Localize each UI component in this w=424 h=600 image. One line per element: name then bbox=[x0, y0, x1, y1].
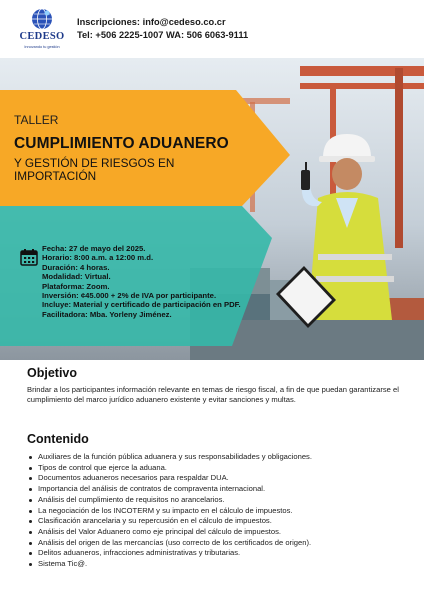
list-item: Sistema Tic@. bbox=[27, 559, 407, 570]
hero-banner bbox=[0, 58, 424, 360]
list-item: La negociación de los INCOTERM y su impacto en el cálculo de impuestos. bbox=[27, 506, 407, 517]
objective-text: Brindar a los participantes información relevante en temas de riesgo fiscal, a fin de que puedan garantizarse el cumplimiento del marco jurídico aduanero existente y evitar sanciones y multas. bbox=[27, 385, 399, 404]
content-list bbox=[27, 452, 407, 570]
header bbox=[0, 0, 424, 58]
detail-schedule: Horario: 8:00 a.m. a 12:00 m.d. bbox=[42, 253, 154, 263]
detail-modality: Modalidad: Virtual. bbox=[42, 272, 111, 282]
list-item: Análisis del Valor Aduanero como eje principal del cálculo de impuestos. bbox=[27, 527, 407, 538]
list-item: Importancia del análisis de contratos de compraventa internacional. bbox=[27, 484, 407, 495]
detail-list bbox=[42, 244, 342, 319]
detail-duration: Duración: 4 horas. bbox=[42, 262, 110, 272]
list-item: Delitos aduaneros, infracciones administrativas y tributarias. bbox=[27, 548, 407, 559]
detail-facilitator: Facilitadora: Mba. Yorleny Jiménez. bbox=[42, 309, 172, 319]
list-item: Clasificación arancelaria y su repercusión en el cálculo de impuestos. bbox=[27, 516, 407, 527]
event-kicker: TALLER bbox=[14, 113, 59, 127]
title-block bbox=[14, 113, 234, 183]
calendar-icon bbox=[20, 248, 38, 266]
detail-platform: Plataforma: Zoom. bbox=[42, 281, 110, 291]
page-subtitle bbox=[14, 157, 234, 183]
content-heading: Contenido bbox=[27, 432, 89, 446]
detail-date: Fecha: 27 de mayo del 2025. bbox=[42, 244, 146, 253]
list-item: Auxiliares de la función pública aduanera y sus responsabilidades y obligaciones. bbox=[27, 452, 407, 463]
subtitle-line: IMPORTACIÓN bbox=[14, 169, 97, 183]
logo-name: CEDESO bbox=[19, 31, 65, 42]
page-title: CUMPLIMIENTO ADUANERO bbox=[14, 135, 229, 152]
list-item: Documentos aduaneros necesarios para respaldar DUA. bbox=[27, 473, 407, 484]
list-item: Análisis del origen de las mercancías (uso correcto de los certificados de origen). bbox=[27, 538, 407, 549]
list-item: Tipos de control que ejerce la aduana. bbox=[27, 463, 407, 474]
list-item: Análisis del cumplimiento de requisitos no arancelarios. bbox=[27, 495, 407, 506]
detail-includes: Incluye: Material y certificado de participación en PDF. bbox=[42, 300, 241, 310]
contact-email: Inscripciones: info@cedeso.co.cr bbox=[77, 17, 226, 27]
subtitle-line: Y GESTIÓN DE RIESGOS EN bbox=[14, 156, 175, 170]
globe-icon bbox=[31, 8, 53, 30]
contact-phone: Tel: +506 2225-1007 WA: 506 6063-9111 bbox=[77, 29, 249, 40]
cedeso-logo bbox=[16, 8, 68, 54]
contact-info bbox=[77, 16, 248, 41]
detail-price: Inversión: ¢45.000 + 2% de IVA por participante. bbox=[42, 291, 217, 301]
logo-tagline: Innovando tu gestión bbox=[24, 45, 60, 49]
objective-heading: Objetivo bbox=[27, 366, 78, 380]
